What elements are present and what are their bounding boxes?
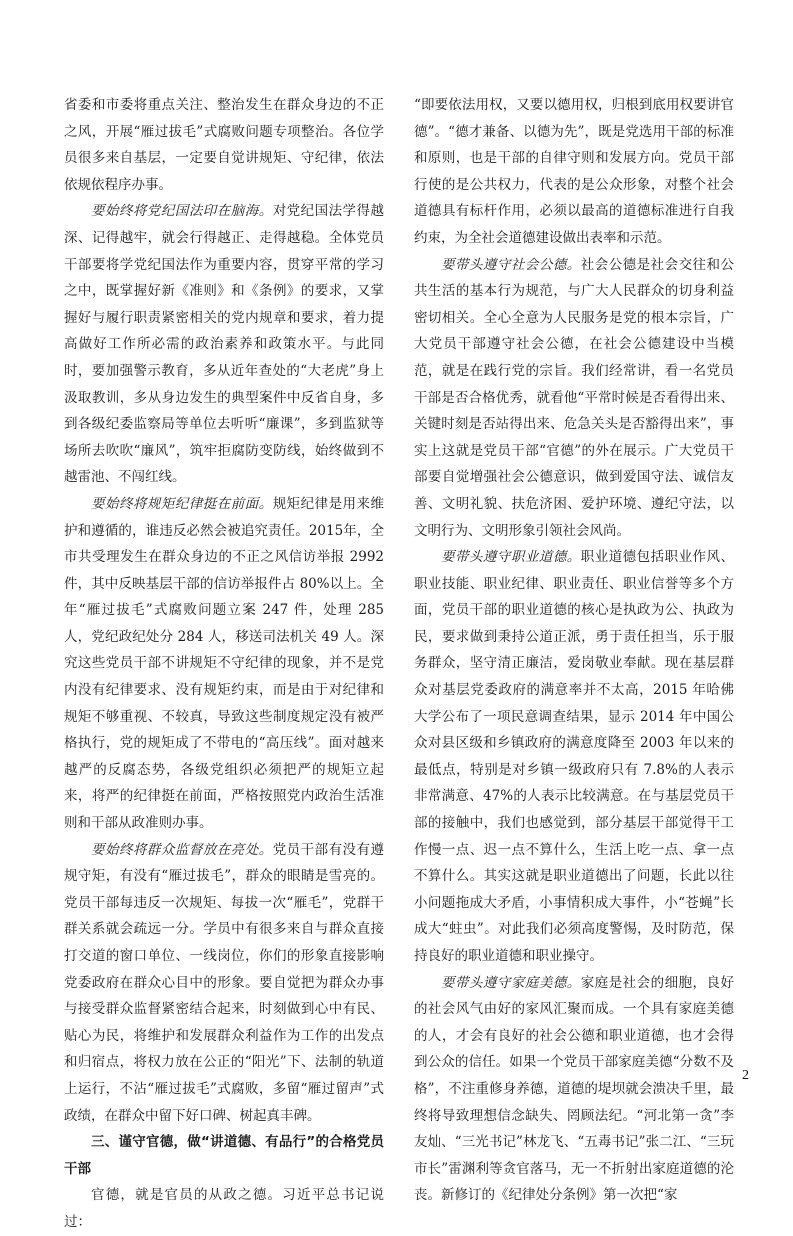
paragraph-lead: 要始终将群众监督放在亮处。 xyxy=(91,841,273,858)
paragraph xyxy=(414,970,734,1209)
paragraph xyxy=(64,837,384,1130)
paragraph-lead: 要始终将党纪国法印在脑海。 xyxy=(91,203,273,220)
page-number: 2 xyxy=(742,1068,749,1083)
paragraph xyxy=(414,544,734,970)
paragraph-lead: 要始终将规矩纪律挺在前面。 xyxy=(91,495,273,512)
paragraph: “即要依法用权，又要以德用权，归根到底用权要讲官德”。“德才兼备、以德为先”，既是党选用干部的标准和原则，也是干部的自律守则和发展方向。党员干部行使的是公共权力，代表的是公众形象，对整个社会道德具有标杆作用，必须以最高的道德标准进行自我约束，为全社会道德建设做出表率和示范。 xyxy=(414,97,734,246)
paragraph: 省委和市委将重点关注、整治发生在群众身边的不正之风，开展“雁过拔毛”式腐败问题专项整治。各位学员很多来自基层，一定要自觉讲规矩、守纪律，依法依规依程序办事。 xyxy=(64,97,384,193)
paragraph xyxy=(64,491,384,837)
paragraph-body: 社会公德是社会交往和公共生活的基本行为规范，与广大人民群众的切身利益密切相关。全心全意为人民服务是党的根本宗旨，广大党员干部遵守社会公德，在社会公德建设中当模范，就是在践行党的宗旨。我们经常讲，看一名党员干部是否合格优秀，就看他“平常时候是否看得出来、关键时刻是否站得出来、危急关头是否豁得出来”，事实上这就是党员干部“官德”的外在展示。广大党员干部要自觉增强社会公德意识，做到爱国守法、诚信友善、文明礼貌、扶危济困、爱护环境、遵纪守法，以文明行为、文明形象引领社会风尚。 xyxy=(414,256,734,539)
section-heading: 三、谨守官德，做“讲道德、有品行”的合格党员干部 xyxy=(64,1134,384,1177)
paragraph xyxy=(64,198,384,491)
paragraph: 官德，就是官员的从政之德。习近平总书记说过： xyxy=(64,1187,384,1230)
paragraph-body: 党员干部有没有遵规守矩，有没有“雁过拔毛”，群众的眼睛是雪亮的。党员干部每违反一次规矩、每拔一次“雁毛”，党群干群关系就会疏远一分。学员中有很多来自与群众直接打交道的窗口单位、一线岗位，你们的形象直接影响党委政府在群众心目中的形象。要自觉把为群众办事与接受群众监督紧密结合起来，时刻做到心中有民、贴心为民，将维护和发展群众利益作为工作的出发点和归宿点，将权力放在公正的“阳光”下、法制的轨道上运行，不沾“雁过拔毛”式腐败，多留“雁过留声”式政绩，在群众中留下好口碑、树起真丰碑。 xyxy=(64,841,385,1124)
paragraph-lead: 要带头遵守社会公德。 xyxy=(441,256,581,273)
paragraph-lead: 要带头遵守职业道德。 xyxy=(441,549,581,566)
paragraph-body: 家庭是社会的细胞，良好的社会风气由好的家风汇聚而成。一个具有家庭美德的人，才会有良好的社会公德和职业道德，也才会得到公众的信任。如果一个党员干部家庭美德“分数不及格”，不注重修身养德，道德的堤坝就会溃决千里，最终将导致理想信念缺失、罔顾法纪。“河北第一贪”李友灿、“三光书记”林龙飞、“五毒书记”张二江、“三玩市长”雷渊利等贪官落马，无一不折射出家庭道德的沦丧。新修订的《纪律处分条例》第一次把“家 xyxy=(414,974,734,1204)
paragraph-body: 职业道德包括职业作风、职业技能、职业纪律、职业责任、职业信誉等多个方面，党员干部的职业道德的核心是执政为公、执政为民，要求做到秉持公道正派，勇于责任担当，乐于服务群众，坚守清正廉洁，爱岗敬业奉献。现在基层群众对基层党委政府的满意率并不太高，2015 年哈佛大学公布了一项民意调查结果，显示 2014 年中国公众对县区级和乡镇政府的满意度降至 2003 年以来的最低点，特别是对乡镇一级政府只有 7.8%的人表示非常满意、47%的人表示比较满意。在与基层党员干部的接触中，我们也感觉到，部分基层干部觉得干工作慢一点、迟一点不算什么，生活上吃一点、拿一点不算什么。其实这就是职业道德出了问题，长此以往小问题拖成大矛盾，小事情积成大事件，小“苍蝇”长成大“蛀虫”。对此我们必须高度警惕，及时防范，保持良好的职业道德和职业操守。 xyxy=(414,549,734,964)
right-column xyxy=(414,92,734,1204)
paragraph xyxy=(414,252,734,545)
left-column xyxy=(64,92,385,1230)
paragraph-body: 规矩纪律是用来维护和遵循的，谁违反必然会被追究责任。2015年，全市共受理发生在群众身边的不正之风信访举报 2992件，其中反映基层干部的信访举报件占 80%以上。全年“雁过拔毛”式腐败问题立案 247 件，处理 285 人，党纪政纪处分 284 人，移送司法机关 49 人。深究这些党员干部不讲规矩不守纪律的现象，并不是党内没有纪律要求、没有规矩约束，而是由于对纪律和规矩不够重视、不较真，导致这些制度规定没有被严格执行，党的规矩成了不带电的“高压线”。面对越来越严的反腐态势，各级党组织必须把严的规矩立起来，将严的纪律挺在前面，严格按照党内政治生活准则和干部从政准则办事。 xyxy=(64,495,385,832)
paragraph-body: 对党纪国法学得越深、记得越牢，就会行得越正、走得越稳。全体党员干部要将学党纪国法作为重要内容，贯穿平常的学习之中，既掌握好新《准则》和《条例》的要求，又掌握好与履行职责紧密相关的党内规章和要求，着力提高做好工作所必需的政治素养和政策水平。与此同时，要加强警示教育，多从近年查处的“大老虎”身上汲取教训，多从身边发生的典型案件中反省自身，多到各级纪委监察局等单位去听听“廉课”，多到监狱等场所去吹吹“廉风”，筑牢拒腐防变防线，始终做到不越雷池、不闯红线。 xyxy=(64,203,385,486)
paragraph-lead: 要带头遵守家庭美德。 xyxy=(441,974,581,991)
